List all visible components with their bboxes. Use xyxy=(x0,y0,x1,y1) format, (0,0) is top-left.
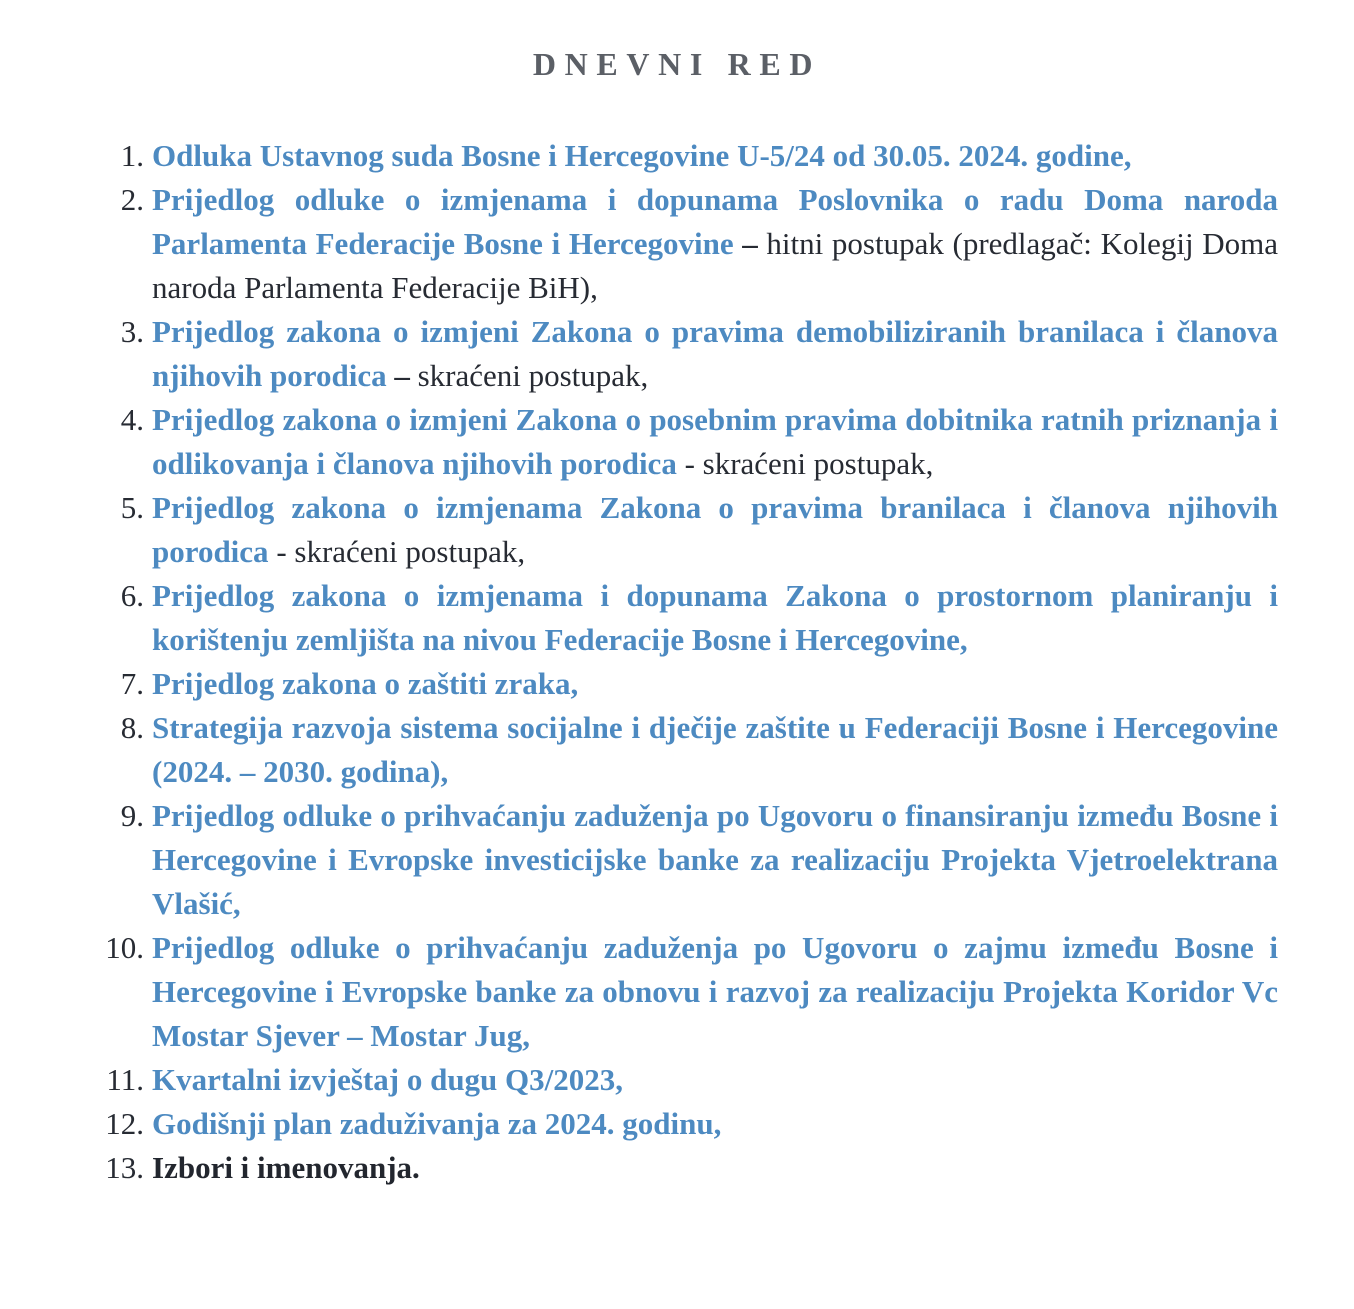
agenda-item-number: 13. xyxy=(105,1150,144,1185)
agenda-item-number: 7. xyxy=(120,666,144,701)
agenda-item xyxy=(120,486,1278,574)
agenda-list xyxy=(0,134,1354,1190)
agenda-item-number: 8. xyxy=(120,710,144,745)
agenda-item-text: - skraćeni postupak, xyxy=(268,534,526,569)
agenda-item-link[interactable]: Kvartalni izvještaj o dugu Q3/2023, xyxy=(152,1062,624,1097)
agenda-item xyxy=(105,1146,1278,1190)
agenda-item-text: – xyxy=(386,358,418,393)
agenda-item-number: 10. xyxy=(105,930,144,965)
agenda-item-text: Izbori i imenovanja. xyxy=(152,1150,420,1185)
agenda-item-number: 3. xyxy=(120,314,144,349)
agenda-item xyxy=(120,662,1278,706)
agenda-item-link[interactable]: Prijedlog odluke o prihvaćanju zaduženja po Ugovoru o zajmu između Bosne i Hercegovine i Evropske banke za obnovu i razvoj za realizaciju Projekta Koridor Vc Mostar Sjever – Mostar Jug, xyxy=(152,930,1278,1053)
agenda-item-link[interactable]: Prijedlog odluke o prihvaćanju zaduženja po Ugovoru o finansiranju između Bosne i Hercegovine i Evropske investicijske banke za realizaciju Projekta Vjetroelektrana Vlašić, xyxy=(152,798,1278,921)
agenda-item-link[interactable]: Prijedlog zakona o izmjenama Zakona o pravima branilaca i članova njihovih porodica xyxy=(152,490,1278,569)
document-page xyxy=(0,46,1354,1309)
agenda-item-number: 1. xyxy=(120,138,144,173)
agenda-item-link[interactable]: Prijedlog zakona o zaštiti zraka, xyxy=(152,666,579,701)
agenda-item-link[interactable]: Prijedlog zakona o izmjeni Zakona o posebnim pravima dobitnika ratnih priznanja i odlikovanja i članova njihovih porodica xyxy=(152,402,1278,481)
agenda-item-text: - skraćeni postupak, xyxy=(676,446,934,481)
agenda-item-number: 11. xyxy=(106,1062,144,1097)
agenda-item-link[interactable]: Prijedlog zakona o izmjenama i dopunama Zakona o prostornom planiranju i korištenju zemljišta na nivou Federacije Bosne i Hercegovine, xyxy=(152,578,1278,657)
agenda-item xyxy=(120,706,1278,794)
agenda-item xyxy=(120,310,1278,398)
agenda-item-link[interactable]: Odluka Ustavnog suda Bosne i Hercegovine U-5/24 od 30.05. 2024. godine, xyxy=(152,138,1132,173)
agenda-item xyxy=(120,398,1278,486)
agenda-item xyxy=(120,134,1278,178)
agenda-item xyxy=(105,1102,1278,1146)
agenda-item xyxy=(120,794,1278,926)
page-title: DNEVNI RED xyxy=(532,46,822,82)
agenda-item xyxy=(106,1058,1278,1102)
agenda-item-text: hitni postupak (predlagač: Kolegij Doma naroda Parlamenta Federacije BiH), xyxy=(152,226,1278,305)
agenda-item xyxy=(105,926,1278,1058)
agenda-item-number: 6. xyxy=(120,578,144,613)
agenda-item-number: 5. xyxy=(120,490,144,525)
agenda-item-text: – xyxy=(733,226,767,261)
agenda-item-number: 4. xyxy=(120,402,144,437)
agenda-item-link[interactable]: Prijedlog odluke o izmjenama i dopunama Poslovnika o radu Doma naroda Parlamenta Federacije Bosne i Hercegovine xyxy=(152,182,1278,261)
agenda-item xyxy=(120,178,1278,310)
agenda-item-number: 2. xyxy=(120,182,144,217)
agenda-item-link[interactable]: Strategija razvoja sistema socijalne i dječije zaštite u Federaciji Bosne i Hercegovine (2024. – 2030. godina), xyxy=(152,710,1278,789)
agenda-item-number: 9. xyxy=(120,798,144,833)
agenda-item-link[interactable]: Prijedlog zakona o izmjeni Zakona o pravima demobiliziranih branilaca i članova njihovih porodica xyxy=(152,314,1278,393)
agenda-item xyxy=(120,574,1278,662)
agenda-item-number: 12. xyxy=(105,1106,144,1141)
agenda-item-text: skraćeni postupak, xyxy=(417,358,649,393)
agenda-item-link[interactable]: Godišnji plan zaduživanja za 2024. godinu, xyxy=(152,1106,722,1141)
